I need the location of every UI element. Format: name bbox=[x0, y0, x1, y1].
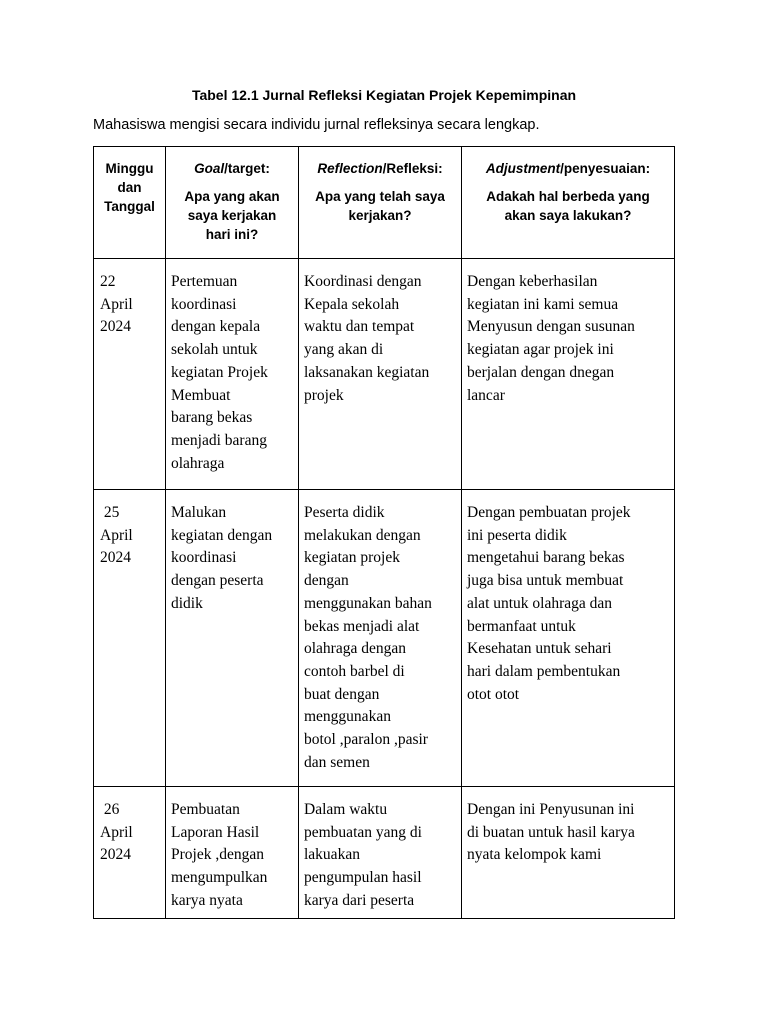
header-question-line: hari ini? bbox=[205, 227, 259, 242]
cell-line: botol ,paralon ,pasir bbox=[304, 731, 428, 749]
header-heading bbox=[299, 159, 461, 178]
instruction-text: Mahasiswa mengisi secara individu jurnal refleksinya secara lengkap. bbox=[93, 117, 540, 133]
cell-line: Kepala sekolah bbox=[304, 295, 400, 313]
header-question-line: saya kerjakan bbox=[187, 208, 277, 223]
cell-line: kegiatan Projek bbox=[171, 363, 268, 381]
table-row bbox=[94, 490, 675, 787]
cell-line: Dengan pembuatan projek bbox=[467, 504, 631, 521]
cell-line: lakuakan bbox=[304, 846, 360, 864]
header-question-line: Adakah hal berbeda yang bbox=[486, 189, 650, 204]
cell-line: Dengan keberhasilan bbox=[467, 273, 598, 290]
header-question-line: kerjakan? bbox=[348, 208, 412, 223]
cell-line: hari dalam pembentukan bbox=[467, 662, 621, 680]
cell-line: kegiatan projek bbox=[304, 549, 400, 567]
header-rest: /target: bbox=[224, 161, 270, 176]
header-adjustment bbox=[462, 147, 675, 259]
cell-line: berjalan dengan dnegan bbox=[467, 363, 615, 381]
cell-line: Kesehatan untuk sehari bbox=[467, 640, 612, 658]
header-reflection bbox=[299, 147, 462, 259]
cell-line: dengan peserta bbox=[171, 572, 264, 590]
cell-line: 2024 bbox=[100, 846, 131, 864]
cell-line: dengan bbox=[304, 572, 349, 590]
cell-line: ini peserta didik bbox=[467, 526, 567, 544]
cell-line: projek bbox=[304, 386, 344, 404]
cell-line: 2024 bbox=[100, 549, 131, 567]
table-caption: Tabel 12.1 Jurnal Refleksi Kegiatan Projek Kepemimpinan bbox=[191, 87, 577, 103]
reflection-cell bbox=[299, 490, 462, 787]
header-row bbox=[94, 147, 675, 259]
cell-line: karya nyata bbox=[171, 891, 243, 909]
cell-line: Laporan Hasil bbox=[171, 823, 260, 841]
header-week-date bbox=[94, 147, 166, 259]
cell-line: kegiatan ini kami semua bbox=[467, 295, 619, 313]
cell-line: nyata kelompok kami bbox=[467, 846, 602, 864]
header-heading bbox=[166, 159, 298, 178]
header-line: Tanggal bbox=[104, 199, 155, 214]
cell-line: April bbox=[100, 526, 133, 544]
cell-line: pembuatan yang di bbox=[304, 823, 422, 841]
reflection-cell bbox=[299, 259, 462, 490]
reflection-journal-table bbox=[93, 146, 675, 919]
header-line: Minggu bbox=[105, 161, 154, 176]
cell-line: koordinasi bbox=[171, 549, 237, 567]
date-cell bbox=[94, 259, 166, 490]
cell-line: sekolah untuk bbox=[171, 341, 258, 359]
cell-line: lancar bbox=[467, 386, 505, 404]
cell-line: Menyusun dengan susunan bbox=[467, 318, 635, 336]
cell-line: contoh barbel di bbox=[304, 662, 405, 680]
header-italic: Reflection bbox=[317, 161, 383, 176]
cell-line: melakukan dengan bbox=[304, 526, 421, 544]
cell-line: dan semen bbox=[304, 753, 370, 771]
cell-line: Dalam waktu bbox=[304, 801, 388, 818]
cell-line: April bbox=[100, 823, 133, 841]
cell-line: pengumpulan hasil bbox=[304, 869, 422, 887]
cell-line: menggunakan bbox=[304, 708, 391, 726]
cell-line: menggunakan bahan bbox=[304, 594, 432, 612]
header-question-line: Apa yang telah saya bbox=[315, 189, 445, 204]
goal-cell bbox=[166, 490, 299, 787]
header-heading bbox=[462, 159, 674, 178]
header-question-line: akan saya lakukan? bbox=[504, 208, 632, 223]
cell-line: bermanfaat untuk bbox=[467, 617, 576, 635]
header-rest: /penyesuaian: bbox=[560, 161, 651, 176]
cell-line: kegiatan agar projek ini bbox=[467, 341, 614, 359]
cell-line: yang akan di bbox=[304, 341, 384, 359]
table-row bbox=[94, 787, 675, 919]
header-goal bbox=[166, 147, 299, 259]
table-body bbox=[94, 259, 675, 919]
cell-line: 22 bbox=[100, 273, 116, 290]
cell-line: buat dengan bbox=[304, 685, 380, 703]
cell-line: alat untuk olahraga dan bbox=[467, 594, 613, 612]
goal-cell bbox=[166, 259, 299, 490]
cell-line: 2024 bbox=[100, 318, 131, 336]
cell-line: menjadi barang bbox=[171, 431, 267, 449]
cell-line: didik bbox=[171, 594, 203, 612]
cell-line: Membuat bbox=[171, 386, 231, 404]
header-rest: /Refleksi: bbox=[382, 161, 443, 176]
adjustment-cell bbox=[462, 490, 675, 787]
cell-line: 25 bbox=[100, 504, 120, 521]
cell-line: Pembuatan bbox=[171, 801, 240, 818]
cell-line: otot otot bbox=[467, 685, 520, 703]
cell-line: bekas menjadi alat bbox=[304, 617, 420, 635]
cell-line: karya dari peserta bbox=[304, 891, 415, 909]
cell-line: laksanakan kegiatan bbox=[304, 363, 430, 381]
header-line: dan bbox=[117, 180, 142, 195]
cell-line: Pertemuan bbox=[171, 273, 238, 290]
cell-line: juga bisa untuk membuat bbox=[467, 572, 624, 590]
cell-line: Malukan bbox=[171, 504, 227, 521]
cell-line: di buatan untuk hasil karya bbox=[467, 823, 635, 841]
cell-line: Koordinasi dengan bbox=[304, 273, 422, 290]
date-cell bbox=[94, 787, 166, 919]
cell-line: olahraga dengan bbox=[304, 640, 406, 658]
cell-line: Projek ,dengan bbox=[171, 846, 264, 864]
cell-line: mengumpulkan bbox=[171, 869, 268, 887]
reflection-cell bbox=[299, 787, 462, 919]
cell-line: 26 bbox=[100, 801, 120, 818]
goal-cell bbox=[166, 787, 299, 919]
header-question-line: Apa yang akan bbox=[184, 189, 280, 204]
header-italic: Adjustment bbox=[485, 161, 561, 176]
adjustment-cell bbox=[462, 259, 675, 490]
header-italic: Goal bbox=[194, 161, 225, 176]
table-row bbox=[94, 259, 675, 490]
adjustment-cell bbox=[462, 787, 675, 919]
cell-line: Dengan ini Penyusunan ini bbox=[467, 801, 635, 818]
cell-line: kegiatan dengan bbox=[171, 526, 273, 544]
cell-line: olahraga bbox=[171, 454, 225, 472]
cell-line: barang bekas bbox=[171, 409, 253, 427]
cell-line: koordinasi bbox=[171, 295, 237, 313]
cell-line: Peserta didik bbox=[304, 504, 385, 521]
cell-line: mengetahui barang bekas bbox=[467, 549, 625, 567]
date-cell bbox=[94, 490, 166, 787]
cell-line: April bbox=[100, 295, 133, 313]
cell-line: waktu dan tempat bbox=[304, 318, 415, 336]
cell-line: dengan kepala bbox=[171, 318, 261, 336]
